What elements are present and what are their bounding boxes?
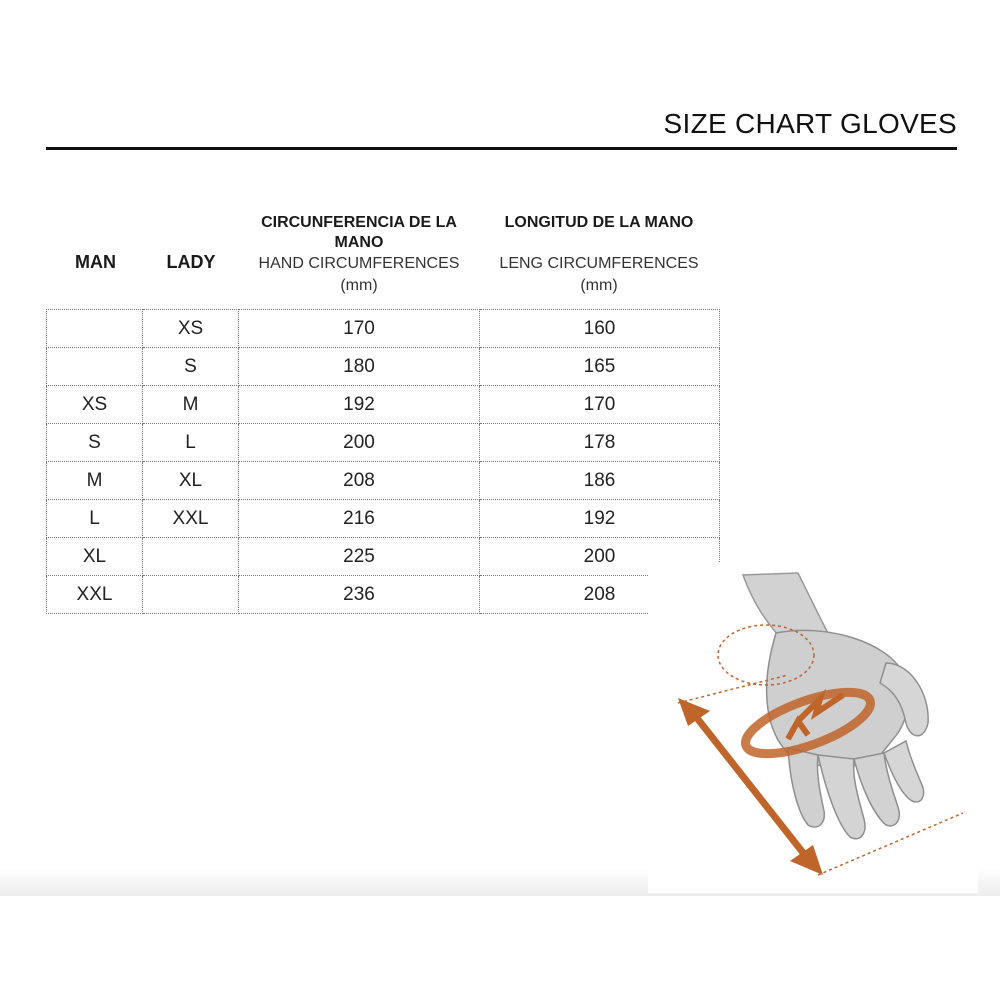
header-hand-circumference bbox=[239, 213, 479, 297]
header-leng-spanish: LONGITUD DE LA MANO bbox=[504, 214, 694, 231]
header-leng-unit: (mm) bbox=[580, 277, 618, 294]
cell-hand-length: 192 bbox=[480, 500, 720, 538]
cell-hand-circumference: 236 bbox=[239, 576, 480, 614]
cell-lady: L bbox=[143, 424, 239, 462]
header-man-label: MAN bbox=[75, 252, 116, 272]
cell-lady: XS bbox=[143, 310, 239, 348]
cell-hand-length: 160 bbox=[480, 310, 720, 348]
header-lady bbox=[143, 252, 239, 273]
cell-hand-length: 165 bbox=[480, 348, 720, 386]
table-row bbox=[47, 576, 720, 614]
cell-hand-circumference: 192 bbox=[239, 386, 480, 424]
cell-hand-circumference: 225 bbox=[239, 538, 480, 576]
table-row bbox=[47, 462, 720, 500]
cell-man: L bbox=[47, 500, 143, 538]
cell-lady: S bbox=[143, 348, 239, 386]
cell-hand-length: 170 bbox=[480, 386, 720, 424]
table-row bbox=[47, 310, 720, 348]
header-lady-label: LADY bbox=[166, 252, 216, 272]
cell-hand-length: 178 bbox=[480, 424, 720, 462]
cell-hand-length: 208 bbox=[480, 576, 720, 614]
table-row bbox=[47, 424, 720, 462]
cell-man bbox=[47, 310, 143, 348]
cell-lady: XXL bbox=[143, 500, 239, 538]
title-divider bbox=[46, 147, 957, 150]
cell-hand-circumference: 170 bbox=[239, 310, 480, 348]
cell-hand-circumference: 200 bbox=[239, 424, 480, 462]
cell-lady: M bbox=[143, 386, 239, 424]
hand-measurement-icon bbox=[648, 563, 978, 893]
header-leng-english: LENG CIRCUMFERENCES bbox=[499, 255, 699, 272]
cell-lady bbox=[143, 576, 239, 614]
size-table bbox=[46, 309, 720, 614]
cell-hand-length: 200 bbox=[480, 538, 720, 576]
cell-hand-circumference: 216 bbox=[239, 500, 480, 538]
cell-hand-circumference: 208 bbox=[239, 462, 480, 500]
cell-man: S bbox=[47, 424, 143, 462]
cell-hand-circumference: 180 bbox=[239, 348, 480, 386]
table-row bbox=[47, 348, 720, 386]
cell-man: XXL bbox=[47, 576, 143, 614]
header-circ-english: HAND CIRCUMFERENCES bbox=[258, 255, 460, 272]
header-circ-unit: (mm) bbox=[340, 277, 378, 294]
cell-man bbox=[47, 348, 143, 386]
cell-man: XL bbox=[47, 538, 143, 576]
table-row bbox=[47, 538, 720, 576]
header-hand-length bbox=[479, 213, 719, 297]
cell-lady: XL bbox=[143, 462, 239, 500]
table-row bbox=[47, 500, 720, 538]
cell-man: M bbox=[47, 462, 143, 500]
cell-hand-length: 186 bbox=[480, 462, 720, 500]
cell-lady bbox=[143, 538, 239, 576]
header-circ-spanish: CIRCUNFERENCIA DE LA MANO bbox=[261, 214, 457, 251]
header-man bbox=[48, 252, 143, 273]
page-title: SIZE CHART GLOVES bbox=[663, 108, 957, 139]
table-row bbox=[47, 386, 720, 424]
cell-man: XS bbox=[47, 386, 143, 424]
